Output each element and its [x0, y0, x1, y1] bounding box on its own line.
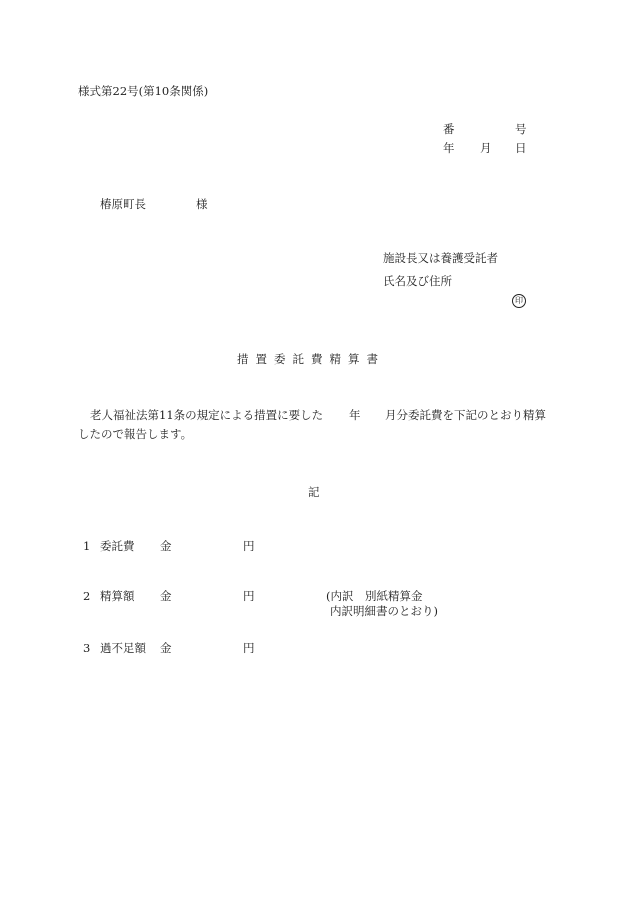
day-label: 日 [515, 141, 527, 155]
item-label: 過不足額 [100, 641, 146, 655]
addressee-honorific: 様 [196, 197, 208, 211]
ki-heading: 記 [308, 485, 320, 499]
item-note-line1: (内訳 別紙精算金 [326, 589, 423, 603]
item-kin: 金 [160, 589, 172, 603]
item-yen: 円 [243, 641, 255, 655]
seal-mark [512, 294, 526, 308]
item-number: 1 [83, 539, 91, 553]
item-note-line2: 内訳明細書のとおり) [330, 604, 438, 618]
number-suffix: 号 [515, 122, 527, 136]
item-label: 精算額 [100, 589, 135, 603]
item-number: 3 [83, 641, 91, 655]
item-yen: 円 [243, 589, 255, 603]
seal-icon: 印 [512, 294, 526, 308]
document-title: 措置委託費精算書 [237, 352, 385, 366]
item-label: 委託費 [100, 539, 135, 553]
form-number: 様式第22号(第10条関係) [78, 84, 209, 98]
body-line1-part2: 月分委託費を下記のとおり精算 [385, 408, 546, 422]
addressee-name: 椿原町長 [100, 197, 146, 211]
month-label: 月 [480, 141, 492, 155]
item-kin: 金 [160, 641, 172, 655]
item-yen: 円 [243, 539, 255, 553]
item-kin: 金 [160, 539, 172, 553]
body-line2: したので報告します。 [78, 427, 193, 441]
year-label: 年 [443, 141, 455, 155]
sender-name-address-label: 氏名及び住所 [383, 274, 452, 288]
body-line1-part1: 老人福祉法第11条の規定による措置に要した [90, 408, 324, 422]
item-number: 2 [83, 589, 91, 603]
number-label: 番 [443, 122, 455, 136]
sender-role: 施設長又は養護受託者 [383, 251, 498, 265]
body-line1-year: 年 [349, 408, 361, 422]
